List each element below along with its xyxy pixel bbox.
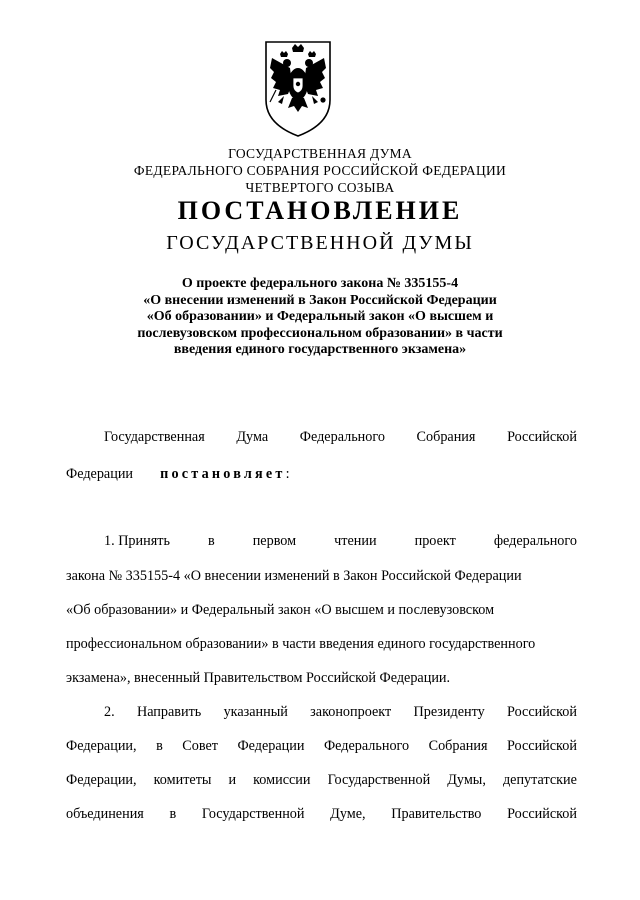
word: Федерального <box>323 738 410 754</box>
word: Федерации, <box>66 738 137 754</box>
word: Российской <box>507 738 577 754</box>
subject-line: послевузовском профессиональном образовании» в части <box>137 325 503 341</box>
word: Федерации, <box>66 772 137 788</box>
word: первом <box>252 533 297 549</box>
subject-line: «Об образовании» и Федеральный закон «О высшем и <box>146 309 494 324</box>
word: Государственной <box>327 772 431 788</box>
word: Думы, <box>447 772 486 788</box>
word: Российской <box>507 429 577 445</box>
preamble-line-1 <box>104 429 577 446</box>
subject-block <box>0 276 640 359</box>
word: законопроект <box>310 704 392 720</box>
word: Российской <box>507 806 577 822</box>
header-line-3: ЧЕТВЕРТОГО СОЗЫВА <box>245 180 395 195</box>
item1-line-5: экзамена», внесенный Правительством Российской Федерации. <box>66 670 451 686</box>
item1-line-4: профессиональном образовании» в части введения единого государственного <box>66 636 536 652</box>
word: Дума <box>236 429 269 445</box>
coat-of-arms-icon <box>262 38 334 138</box>
word: Собрания <box>416 429 476 445</box>
item2-line-3 <box>66 772 577 789</box>
colon: : <box>285 466 290 482</box>
item1-line-2: закона № 335155-4 «О внесении изменений в Закон Российской Федерации <box>66 568 522 584</box>
word: Федерального <box>299 429 385 445</box>
word: 1. Принять <box>104 533 170 549</box>
word: Федерации <box>66 466 134 482</box>
item2-line-1 <box>104 704 577 721</box>
word: комиссии <box>253 772 311 788</box>
subject-line: О проекте федерального закона № 335155-4 <box>181 276 459 291</box>
preamble-line-2 <box>66 466 577 483</box>
subject-line: введения единого государственного экзамена» <box>173 342 467 357</box>
word: Собрания <box>428 738 488 754</box>
document-subtitle: ГОСУДАРСТВЕННОЙ ДУМЫ <box>166 232 474 254</box>
item1-line-1 <box>104 533 577 550</box>
word: указанный <box>223 704 288 720</box>
word: Государственной <box>201 806 305 822</box>
item2-line-2 <box>66 738 577 755</box>
header-line-2: ФЕДЕРАЛЬНОГО СОБРАНИЯ РОССИЙСКОЙ ФЕДЕРАЦИИ <box>133 163 507 178</box>
word: Думе, <box>330 806 366 822</box>
header-line-1: ГОСУДАРСТВЕННАЯ ДУМА <box>228 146 412 161</box>
word: Государственная <box>104 429 205 445</box>
word: 2. <box>104 704 115 720</box>
subject-line: «О внесении изменений в Закон Российской Федерации <box>143 292 497 308</box>
item2-line-4 <box>66 806 577 823</box>
word: комитеты <box>153 772 212 788</box>
resolves-word: постановляет <box>160 466 286 482</box>
word: Направить <box>136 704 202 720</box>
word: в <box>156 738 163 754</box>
word: и <box>228 772 237 788</box>
word: Российской <box>507 704 577 720</box>
word: в <box>207 533 215 549</box>
word: чтении <box>334 533 377 549</box>
word: Федерации <box>237 738 305 754</box>
word: федерального <box>493 533 577 549</box>
word: Президенту <box>413 704 485 720</box>
word: Совет <box>182 738 218 754</box>
issuer-header <box>0 145 640 196</box>
word: Правительство <box>391 806 482 822</box>
document-title: ПОСТАНОВЛЕНИЕ <box>177 196 463 225</box>
word: в <box>169 806 177 822</box>
word: проект <box>414 533 456 549</box>
word: объединения <box>66 806 144 822</box>
word: депутатские <box>502 772 577 788</box>
item1-line-3: «Об образовании» и Федеральный закон «О высшем и послевузовском <box>66 602 495 618</box>
